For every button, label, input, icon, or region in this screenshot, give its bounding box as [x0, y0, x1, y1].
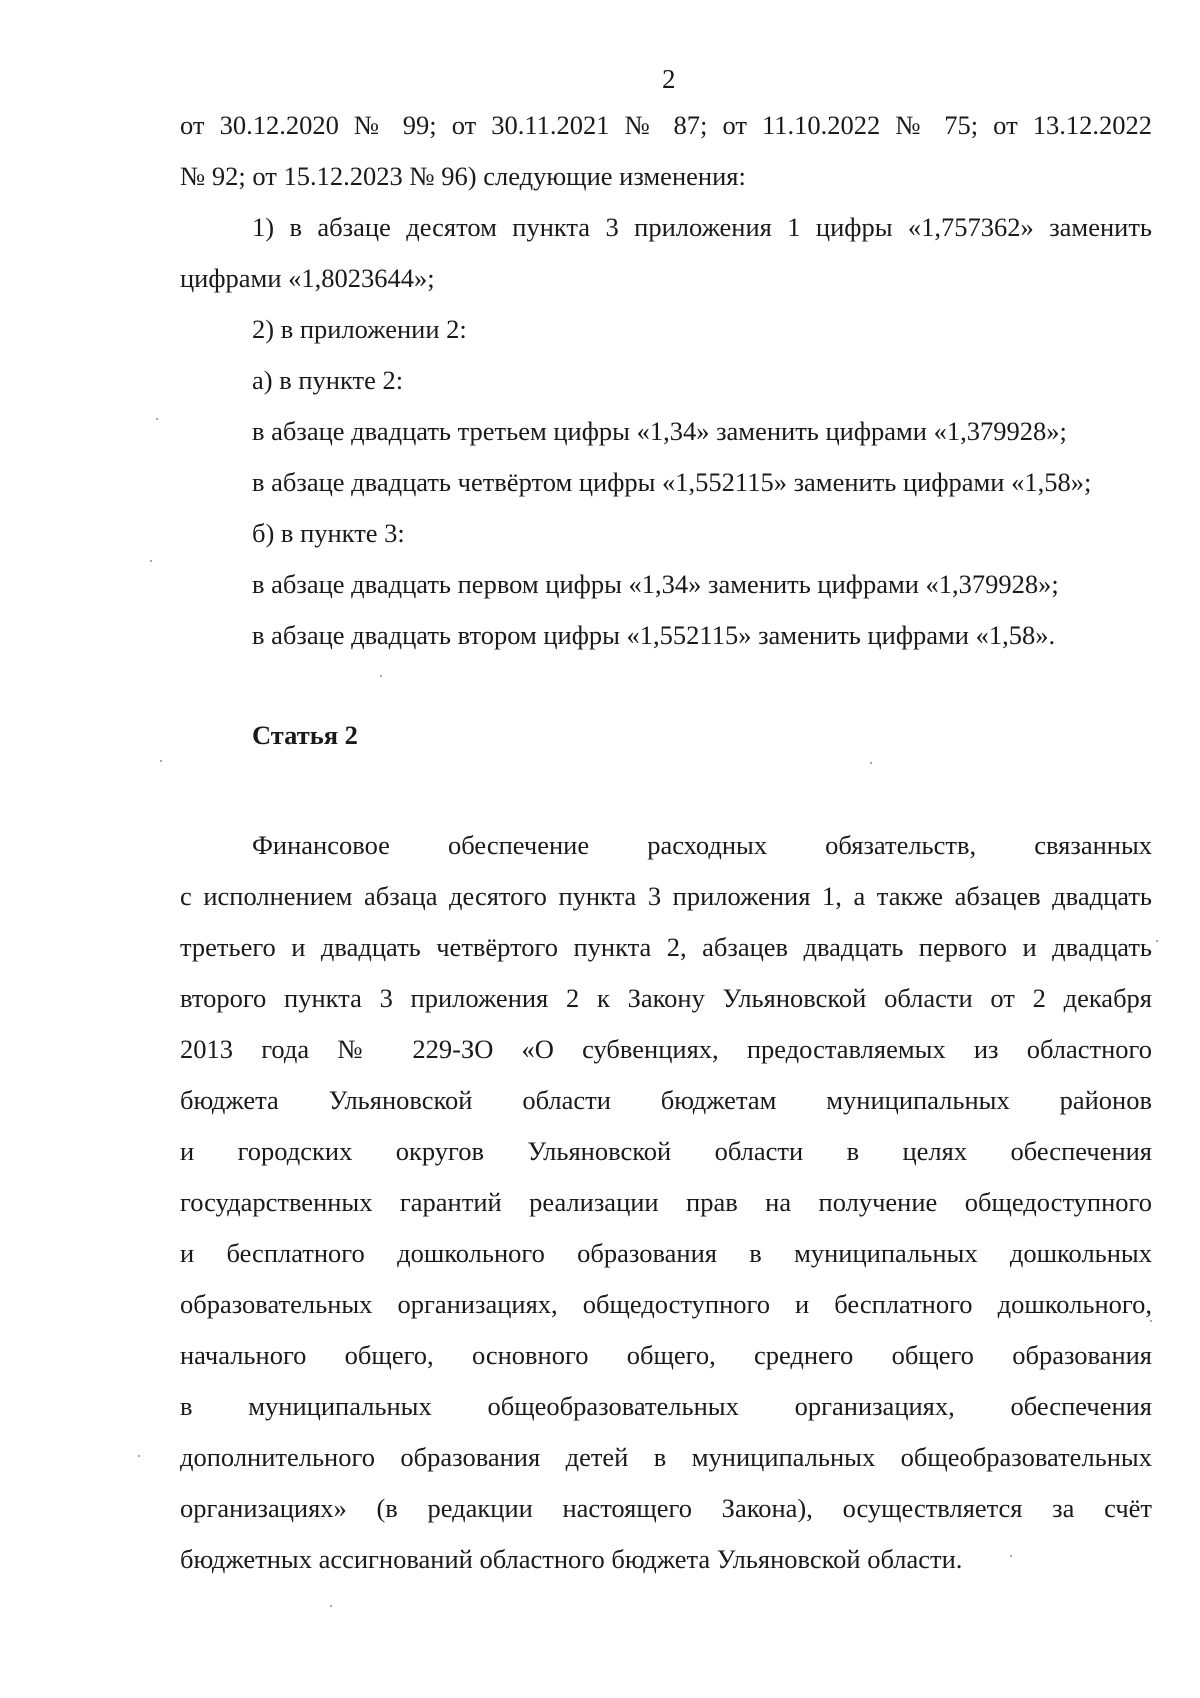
paragraph-line: третьего и двадцать четвёртого пункта 2, абзацев двадцать первого и двадцать — [180, 932, 1152, 962]
paragraph-line: от 30.12.2020 № 99; от 30.11.2021 № 87; от 11.10.2022 № 75; от 13.12.2022 — [180, 110, 1152, 140]
list-item: б) в пункте 3: — [252, 518, 405, 548]
paragraph-line: Финансовое обеспечение расходных обязательств, связанных — [252, 830, 1152, 860]
scan-speck — [1150, 1320, 1152, 1322]
list-item: в абзаце двадцать первом цифры «1,34» заменить цифрами «1,379928»; — [252, 569, 1059, 599]
paragraph-line: с исполнением абзаца десятого пункта 3 приложения 1, а также абзацев двадцать — [180, 881, 1152, 911]
list-item: а) в пункте 2: — [252, 365, 404, 395]
scan-speck — [380, 675, 382, 677]
page-number: 2 — [662, 64, 676, 94]
paragraph-line: образовательных организациях, общедоступного и бесплатного дошкольного, — [180, 1289, 1152, 1319]
paragraph-line: начального общего, основного общего, среднего общего образования — [180, 1340, 1152, 1370]
scan-speck — [138, 1455, 140, 1457]
scan-speck — [150, 560, 152, 562]
paragraph-line: в муниципальных общеобразовательных организациях, обеспечения — [180, 1391, 1152, 1421]
paragraph-line: и городских округов Ульяновской области в целях обеспечения — [180, 1136, 1152, 1166]
paragraph-line: бюджета Ульяновской области бюджетам муниципальных районов — [180, 1085, 1152, 1115]
paragraph-line: дополнительного образования детей в муниципальных общеобразовательных — [180, 1442, 1152, 1472]
article2-body — [180, 820, 1152, 1585]
paragraph-line: 1) в абзаце десятом пункта 3 приложения 1 цифры «1,757362» заменить — [252, 212, 1152, 242]
scan-speck — [1010, 1555, 1012, 1557]
list-item: в абзаце двадцать втором цифры «1,552115» заменить цифрами «1,58». — [252, 620, 1056, 650]
paragraph-line: 2013 года № 229-ЗО «О субвенциях, предоставляемых из областного — [180, 1034, 1152, 1064]
article1-continuation — [180, 100, 1152, 661]
article-heading: Статья 2 — [252, 720, 358, 750]
paragraph-line: второго пункта 3 приложения 2 к Закону Ульяновской области от 2 декабря — [180, 983, 1152, 1013]
paragraph-line: цифрами «1,8023644»; — [180, 263, 435, 293]
scan-speck — [330, 1605, 332, 1607]
list-item: в абзаце двадцать третьем цифры «1,34» заменить цифрами «1,379928»; — [252, 416, 1067, 446]
scan-speck — [870, 762, 872, 764]
paragraph-line: государственных гарантий реализации прав на получение общедоступного — [180, 1187, 1152, 1217]
paragraph-line: № 92; от 15.12.2023 № 96) следующие изменения: — [180, 161, 746, 191]
list-item: в абзаце двадцать четвёртом цифры «1,552115» заменить цифрами «1,58»; — [252, 467, 1092, 497]
paragraph-line: организациях» (в редакции настоящего Закона), осуществляется за счёт — [180, 1493, 1152, 1523]
scan-speck — [160, 760, 162, 762]
paragraph-line: бюджетных ассигнований областного бюджета Ульяновской области. — [180, 1544, 963, 1574]
paragraph-line: и бесплатного дошкольного образования в муниципальных дошкольных — [180, 1238, 1152, 1268]
list-item: 2) в приложении 2: — [252, 314, 467, 344]
scan-speck — [156, 418, 158, 420]
scan-speck — [1156, 940, 1158, 942]
